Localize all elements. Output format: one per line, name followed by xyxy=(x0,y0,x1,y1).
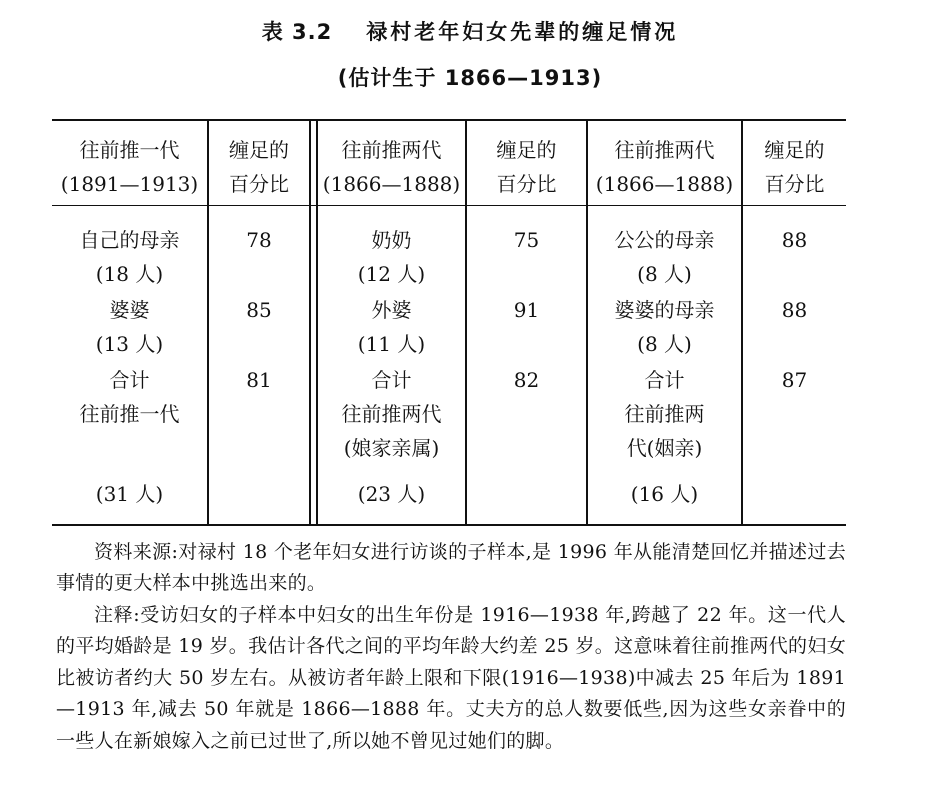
total-label: 合计 往前推两代 (娘家亲属) xyxy=(341,368,442,460)
percent-value: 88 xyxy=(781,228,808,252)
total-count: (23 人) xyxy=(357,482,426,506)
relative-label: 自己的母亲 (18 人) xyxy=(79,228,180,286)
total-count: (16 人) xyxy=(630,482,699,506)
header-rule xyxy=(52,205,846,206)
table-subtitle: (估计生于 1866—1913) xyxy=(337,66,603,90)
percent-value: 91 xyxy=(513,298,540,322)
percent-value: 81 xyxy=(246,368,272,392)
source-note: 资料来源:对禄村 18 个老年妇女进行访谈的子样本,是 1996 年从能清楚回忆并描述过去事情的更大样本中挑选出来的。 xyxy=(56,541,846,595)
percent-value: 85 xyxy=(246,298,272,322)
percent-value: 78 xyxy=(246,228,272,252)
table-top-rule xyxy=(52,119,846,121)
header-cell: 往前推一代 (1891—1913) xyxy=(60,138,199,196)
percent-value: 82 xyxy=(513,368,540,392)
total-label: 合计 往前推两 代(姻亲) xyxy=(624,368,705,460)
column-divider xyxy=(309,119,311,526)
header-cell: 往前推两代 (1866—1888) xyxy=(322,138,461,196)
table-number: 表 3.2 xyxy=(261,20,333,44)
total-label: 合计 往前推一代 xyxy=(79,368,180,426)
relative-label: 婆婆的母亲 (8 人) xyxy=(614,298,715,356)
header-cell: 缠足的 百分比 xyxy=(764,138,825,196)
relative-label: 奶奶 (12 人) xyxy=(357,228,426,286)
table-title: 禄村老年妇女先辈的缠足情况 xyxy=(366,20,679,44)
annotation-note: 注释:受访妇女的子样本中妇女的出生年份是 1916—1938 年,跨越了 22 年。这一代人的平均婚龄是 19 岁。我估计各代之间的平均年龄大约差 25 岁。这意味着往前推两代的妇女比被访者约大 50 岁左右。从被访者年龄上限和下限(1916—1938)中减去 25 年后为 1891—1913 年,减去 50 年就是 1866—1888 年。丈夫方的总人数要低些,因为这些女亲眷中的一些人在新娘嫁入之前已过世了,所以她不曾见过她们的脚。 xyxy=(56,604,846,752)
footbinding-table xyxy=(52,119,846,527)
percent-value: 88 xyxy=(781,298,808,322)
relative-label: 公公的母亲 (8 人) xyxy=(614,228,715,286)
relative-label: 婆婆 (13 人) xyxy=(95,298,164,356)
header-cell: 缠足的 百分比 xyxy=(496,138,557,196)
header-cell: 往前推两代 (1866—1888) xyxy=(595,138,734,196)
table-caption xyxy=(0,16,940,46)
relative-label: 外婆 (11 人) xyxy=(357,298,426,356)
total-count: (31 人) xyxy=(95,482,164,506)
header-cell: 缠足的 百分比 xyxy=(229,138,289,196)
percent-value: 87 xyxy=(781,368,808,392)
percent-value: 75 xyxy=(513,228,540,252)
table-bottom-rule xyxy=(52,524,846,526)
